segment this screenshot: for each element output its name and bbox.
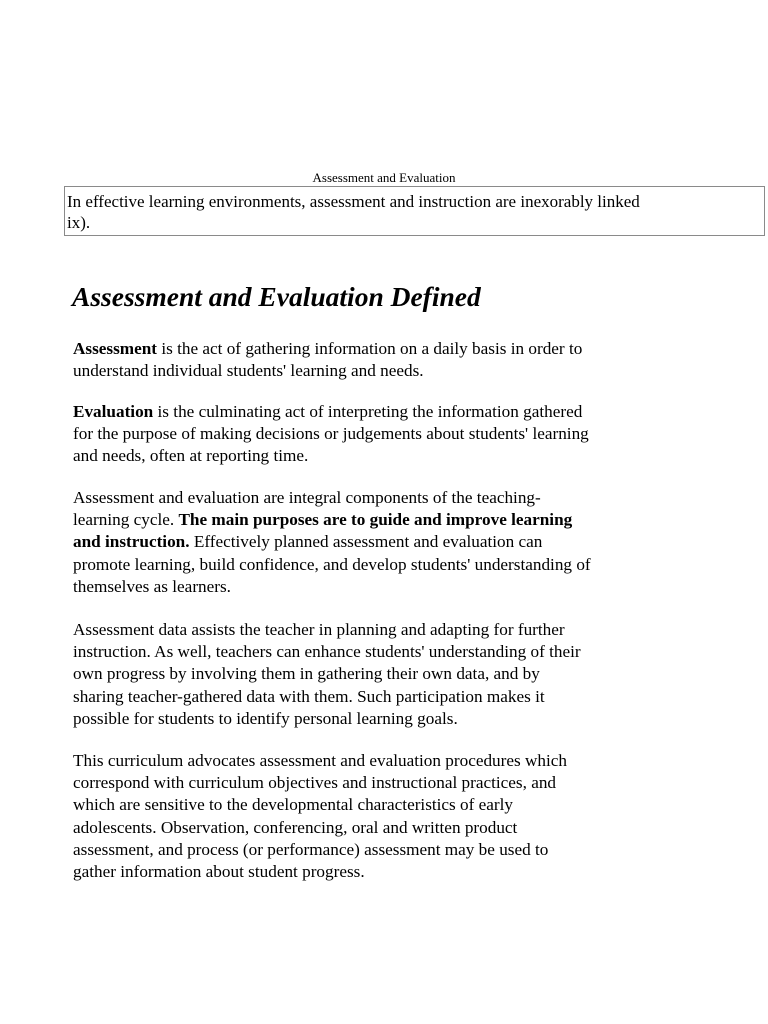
paragraph-line: promote learning, build confidence, and develop students' understanding of [73, 554, 591, 574]
intro-line-2: ix). [67, 213, 91, 232]
main-purposes-emphasis-end: and instruction. [73, 532, 190, 552]
intro-line-1: In effective learning environments, assessment and instruction are inexorably linked [67, 192, 640, 211]
paragraph-line: correspond with curriculum objectives and instructional practices, and [73, 773, 557, 793]
paragraph-line [73, 531, 713, 553]
paragraph-line: possible for students to identify personal learning goals. [73, 708, 458, 728]
paragraph-line: for the purpose of making decisions or judgements about students' learning [73, 424, 589, 444]
running-header: Assessment and Evaluation [312, 170, 456, 185]
paragraph-line: understand individual students' learning and needs. [73, 361, 424, 381]
paragraph-line: Assessment and evaluation are integral components of the teaching- [73, 488, 541, 507]
assessment-data-paragraph [73, 619, 713, 730]
paragraph-line: adolescents. Observation, conferencing, oral and written product [73, 817, 518, 837]
main-purposes-emphasis: The main purposes are to guide and improve learning [178, 510, 573, 530]
paragraph-line: assessment, and process (or performance) assessment may be used to [73, 839, 549, 859]
paragraph-text: is the act of gathering information on a daily basis in order to [157, 339, 583, 358]
curriculum-paragraph [73, 750, 713, 883]
paragraph-line [73, 338, 713, 360]
evaluation-definition-paragraph [73, 401, 713, 468]
paragraph-line: instruction. As well, teachers can enhance students' understanding of their [73, 642, 581, 662]
paragraph-line: Assessment data assists the teacher in planning and adapting for further [73, 620, 565, 639]
paragraph-line: themselves as learners. [73, 576, 231, 596]
paragraph-line: which are sensitive to the developmental characteristics of early [73, 795, 514, 815]
paragraph-line: and needs, often at reporting time. [73, 446, 309, 466]
paragraph-text: is the culminating act of interpreting the information gathered [153, 402, 583, 421]
paragraph-line [73, 509, 713, 531]
assessment-definition-paragraph [73, 338, 713, 382]
assessment-term: Assessment [73, 339, 158, 358]
paragraph-line: sharing teacher-gathered data with them. Such participation makes it [73, 686, 545, 706]
paragraph-text: learning cycle. [73, 510, 179, 530]
paragraph-line: own progress by involving them in gathering their own data, and by [73, 664, 540, 684]
paragraph-line: This curriculum advocates assessment and evaluation procedures which [73, 751, 567, 770]
paragraph-line: gather information about student progress. [73, 862, 365, 882]
section-heading: Assessment and Evaluation Defined [72, 281, 481, 312]
intro-text-box [64, 186, 765, 236]
evaluation-term: Evaluation [73, 402, 154, 421]
paragraph-text: Effectively planned assessment and evaluation can [189, 532, 543, 552]
integral-components-paragraph [73, 487, 713, 598]
paragraph-line [73, 401, 713, 423]
